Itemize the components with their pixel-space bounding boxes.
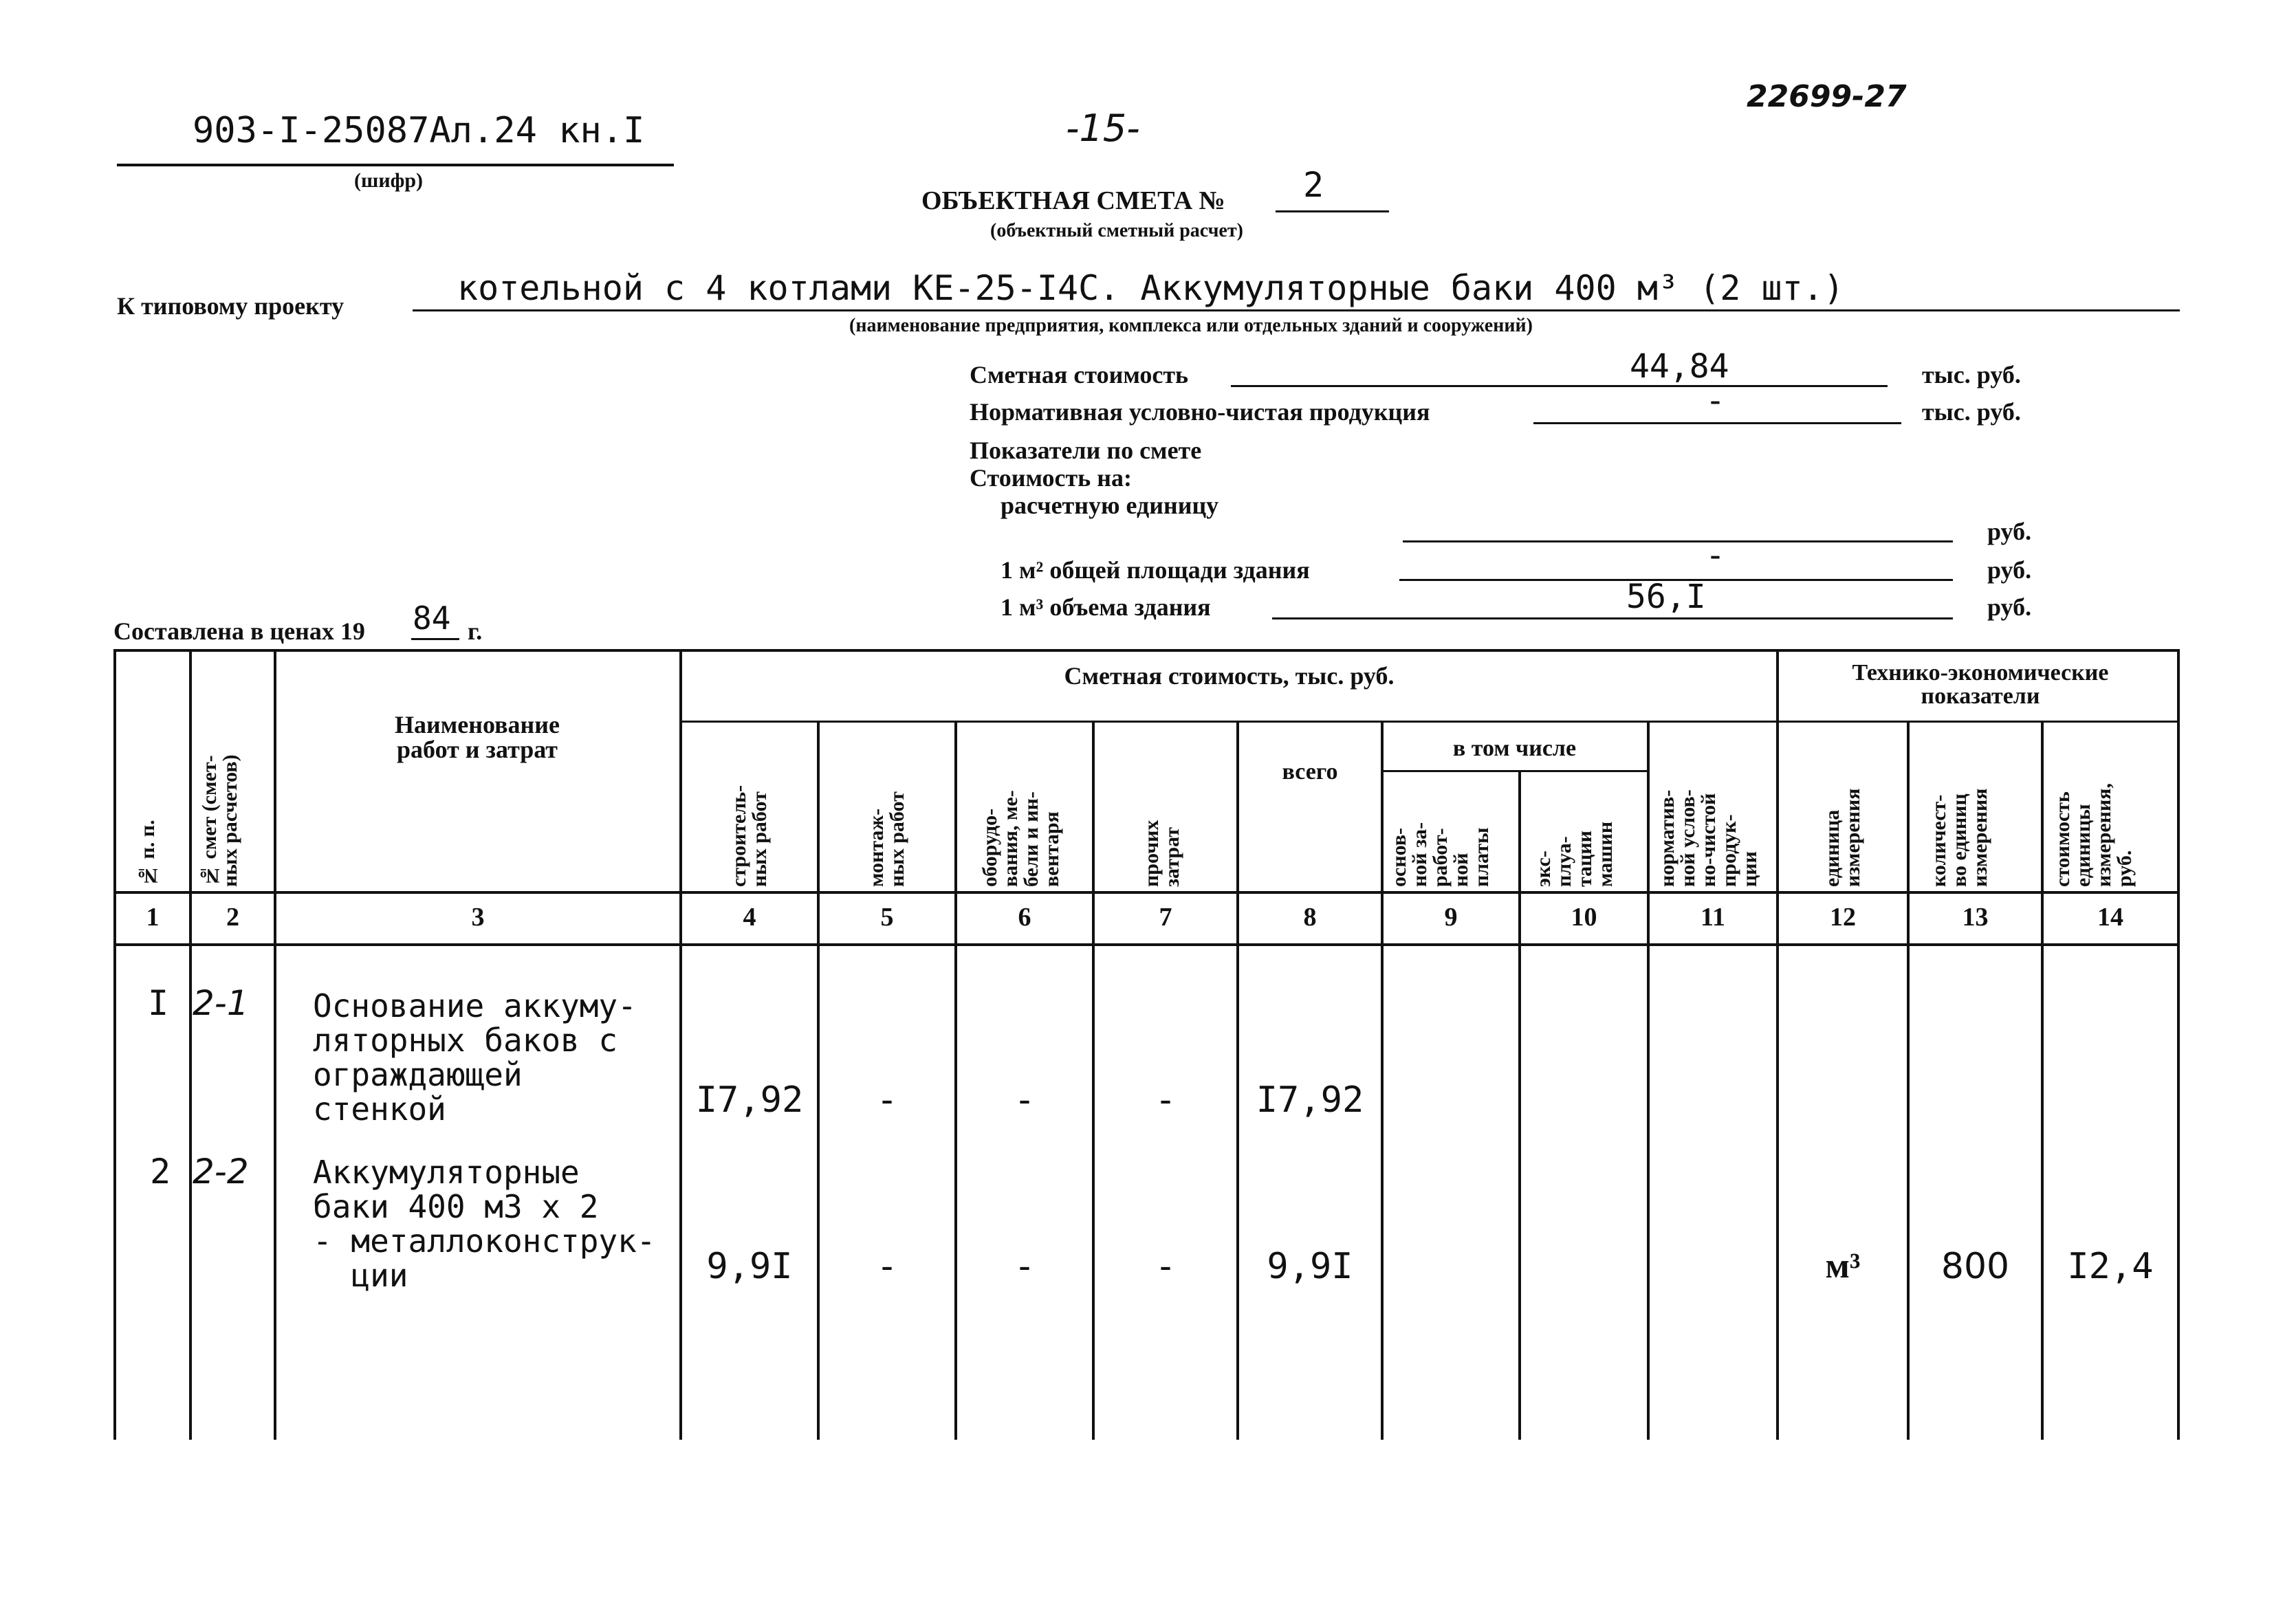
project-label: К типовому проекту xyxy=(117,292,345,320)
header-c12: единица измерения xyxy=(1821,788,1864,887)
row-number: I xyxy=(148,983,169,1023)
colnum-14: 14 xyxy=(2097,903,2123,932)
group-incl-header: в том числе xyxy=(1452,736,1577,761)
header-c10: экс- плуа- тации машин xyxy=(1532,821,1617,887)
volume-label: 1 м³ объема здания xyxy=(1001,593,1211,621)
indicators-line3: расчетную единицу xyxy=(1001,492,1219,519)
colnum-7: 7 xyxy=(1159,903,1172,932)
row-work-name: Аккумуляторные баки 400 м3 х 2 - металлоконструк- ции xyxy=(313,1154,656,1294)
colnum-13: 13 xyxy=(1962,903,1989,932)
header-c8: всего xyxy=(1282,759,1338,784)
col-border-12 xyxy=(1907,721,1910,1440)
header-c2: № смет (смет- ных расчетов) xyxy=(198,754,241,887)
normative-underline xyxy=(1533,422,1901,424)
unit-unit: руб. xyxy=(1987,518,2032,545)
colnum-11: 11 xyxy=(1701,903,1725,932)
normative-value: - xyxy=(1705,382,1725,420)
header-c9: основ- ной за- работ- ной платы xyxy=(1388,822,1493,887)
row-installation: - xyxy=(876,1246,898,1287)
col-border-13 xyxy=(2041,721,2044,1440)
group-divider xyxy=(681,721,2180,723)
cost-value: 44,84 xyxy=(1630,347,1729,386)
col-border-8 xyxy=(1381,721,1384,1440)
col-border-11 xyxy=(1776,649,1779,1440)
row-estimate-number: 2-2 xyxy=(193,1152,249,1192)
volume-unit: руб. xyxy=(1987,593,2032,621)
colnum-bottom-border xyxy=(113,943,2180,946)
colnum-12: 12 xyxy=(1830,903,1856,932)
prices-year: 84 xyxy=(413,600,451,637)
colnum-1: 1 xyxy=(146,903,160,932)
row-construction: I7,92 xyxy=(695,1079,804,1121)
estimate-title: ОБЪЕКТНАЯ СМЕТА № xyxy=(921,186,1225,215)
normative-label: Нормативная условно-чистая продукция xyxy=(970,398,1430,426)
colnum-10: 10 xyxy=(1571,903,1597,932)
normative-unit: тыс. руб. xyxy=(1922,398,2021,426)
row-other: - xyxy=(1155,1079,1177,1121)
col-border-14 xyxy=(2177,649,2180,1440)
colnum-3: 3 xyxy=(471,903,485,932)
header-c13: количест- во единиц измерения xyxy=(1927,788,1991,887)
archive-number: 22699-27 xyxy=(1747,79,1907,114)
colnum-2: 2 xyxy=(226,903,239,932)
header-bottom-border xyxy=(113,891,2180,894)
colnum-8: 8 xyxy=(1303,903,1317,932)
row-total: 9,9I xyxy=(1267,1246,1353,1287)
volume-underline xyxy=(1272,617,1953,619)
indicators-line1: Показатели по смете xyxy=(970,437,1202,464)
header-c11: норматив- ной услов- но-чистой продук- ции xyxy=(1656,789,1761,887)
indicators-line2: Стоимость на: xyxy=(970,464,1132,492)
cipher: 903-I-25087Ал.24 кн.I xyxy=(193,110,645,151)
estimate-number: 2 xyxy=(1303,165,1324,205)
header-c14: стоимость единицы измерения, руб. xyxy=(2051,783,2136,887)
colnum-4: 4 xyxy=(743,903,756,932)
colnum-9: 9 xyxy=(1444,903,1458,932)
row-quantity: 800 xyxy=(1940,1246,2010,1287)
row-unit-cost: I2,4 xyxy=(2067,1246,2154,1287)
header-c4: строитель- ных работ xyxy=(728,784,771,887)
page-number: -15- xyxy=(1066,107,1140,150)
estimate-subtitle: (объектный сметный расчет) xyxy=(990,220,1243,241)
cost-underline xyxy=(1231,385,1888,387)
project-caption: (наименование предприятия, комплекса или отдельных зданий и сооружений) xyxy=(849,315,1533,336)
col-border-10 xyxy=(1647,721,1650,1440)
row-work-name: Основание аккуму- ляторных баков с ограждающей стенкой xyxy=(313,987,637,1128)
colnum-6: 6 xyxy=(1018,903,1031,932)
row-installation: - xyxy=(876,1079,898,1121)
cipher-label: (шифр) xyxy=(354,169,424,192)
table-top-border xyxy=(113,649,2180,652)
area-value: - xyxy=(1705,536,1725,575)
project-name: котельной с 4 котлами КЕ-25-I4С. Аккумуляторные баки 400 м³ (2 шт.) xyxy=(457,268,1844,308)
row-construction: 9,9I xyxy=(706,1246,793,1287)
row-other: - xyxy=(1155,1246,1177,1287)
col-border-0 xyxy=(113,649,116,1440)
incl-divider xyxy=(1382,770,1647,772)
prices-prefix: Составлена в ценах 19 xyxy=(113,617,365,645)
header-c6: оборудо- вания, ме- бели и ин- вентаря xyxy=(979,790,1063,887)
prices-suffix: г. xyxy=(468,617,483,645)
col-border-2 xyxy=(274,649,276,1440)
cost-label: Сметная стоимость xyxy=(970,361,1189,388)
header-c5: монтаж- ных работ xyxy=(865,791,908,887)
row-equipment: - xyxy=(1014,1246,1036,1287)
prices-year-underline xyxy=(411,638,459,640)
volume-value: 56,I xyxy=(1626,578,1706,616)
area-label: 1 м² общей площади здания xyxy=(1001,556,1310,584)
row-estimate-number: 2-1 xyxy=(193,983,249,1023)
colnum-5: 5 xyxy=(880,903,894,932)
row-unit: м³ xyxy=(1825,1247,1861,1286)
col-border-1 xyxy=(189,649,192,1440)
col-border-9 xyxy=(1518,770,1521,1440)
group-tech-header: Технико-экономические показатели xyxy=(1852,660,2109,709)
row-total: I7,92 xyxy=(1256,1079,1364,1121)
header-c1: № п. п. xyxy=(136,820,159,887)
cost-unit: тыс. руб. xyxy=(1922,361,2021,388)
unit-underline xyxy=(1403,540,1953,542)
project-underline xyxy=(413,309,2180,311)
estimate-number-underline xyxy=(1276,210,1389,212)
header-c3: Наименование работ и затрат xyxy=(395,711,560,763)
group-cost-header: Сметная стоимость, тыс. руб. xyxy=(1064,662,1395,690)
row-number: 2 xyxy=(150,1152,171,1192)
cipher-underline xyxy=(117,164,674,166)
area-unit: руб. xyxy=(1987,556,2032,584)
row-equipment: - xyxy=(1014,1079,1036,1121)
header-c7: прочих затрат xyxy=(1140,820,1183,887)
col-border-3 xyxy=(679,649,682,1440)
